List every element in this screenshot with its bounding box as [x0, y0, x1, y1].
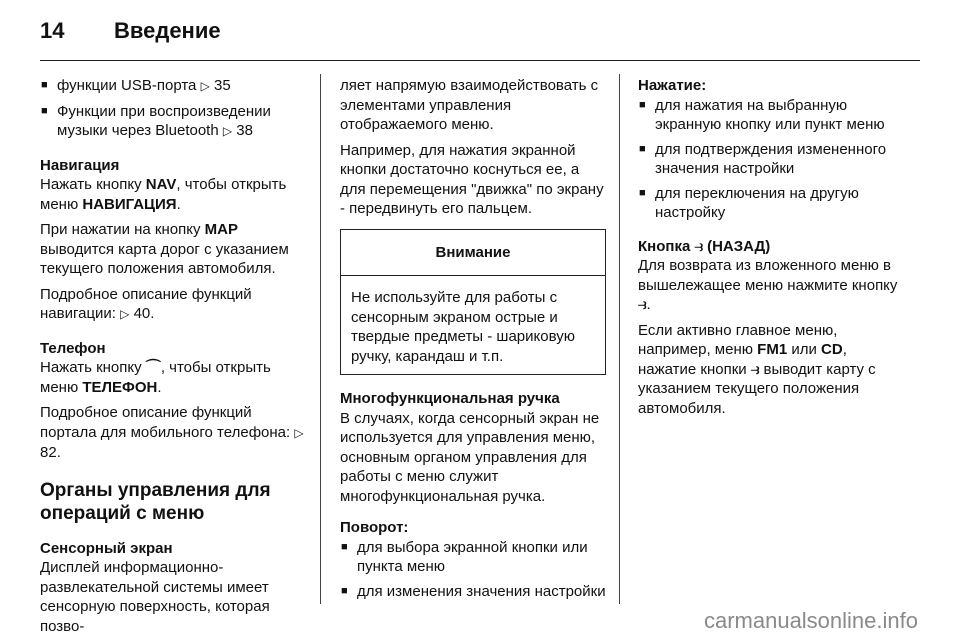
page-number: 14	[40, 18, 65, 43]
column-3	[638, 76, 906, 424]
paragraph: При нажатии на кнопку MAP выводится карта дорог с указанием текущего положения автомобиля.	[40, 221, 289, 277]
touchscreen-heading: Сенсорный экран	[40, 539, 173, 557]
menu-name: ТЕЛЕФОН	[82, 378, 158, 396]
cd-label: CD	[821, 341, 843, 358]
column-divider-1	[320, 74, 321, 604]
list-item: ■ для переключения на другую настройку	[638, 184, 906, 223]
back-icon: ⥽	[638, 296, 647, 313]
warning-box	[340, 229, 606, 376]
back-icon: ⥽	[694, 237, 703, 255]
fm1-label: FM1	[757, 341, 788, 358]
nav-key-label: NAV	[145, 176, 177, 193]
paragraph: Для возврата из вложенного меню в вышележащее меню нажмите кнопку ⥽.	[638, 257, 898, 313]
list-item: ■ для нажатия на выбранную экранную кнопку или пункт меню	[638, 96, 906, 135]
column-1	[40, 76, 308, 642]
list-item: ■ для выбора экранной кнопки или пункта меню	[340, 538, 606, 577]
press-list	[638, 96, 906, 223]
press-label: Нажатие:	[638, 77, 707, 94]
column-divider-2	[619, 74, 620, 604]
paragraph: Дисплей информационно-развлекательной системы имеет сенсорную поверхность, которая позво-	[40, 559, 270, 635]
phone-icon: ⌒	[145, 359, 161, 376]
column-2	[340, 76, 606, 607]
paragraph: Подробное описание функций портала для мобильного телефона: ▷ 82.	[40, 404, 304, 461]
back-button-heading: Кнопка ⥽ (НАЗАД)	[638, 237, 771, 255]
page-header	[40, 18, 221, 44]
reference-arrow-icon: ▷	[120, 307, 130, 321]
feature-list	[40, 76, 308, 142]
paragraph: Подробное описание функций навигации: ▷ 40.	[40, 285, 252, 322]
phone-heading: Телефон	[40, 339, 106, 357]
header-rule	[40, 60, 920, 61]
list-item: ■ функции USB-порта ▷ 35	[40, 76, 308, 97]
navigation-heading: Навигация	[40, 156, 120, 174]
paragraph: Нажать кнопку ⌒, чтобы открыть меню ТЕЛЕФОН.	[40, 359, 271, 396]
paragraph: ляет напрямую взаимодействовать с элементами управления отображаемого меню.	[340, 77, 599, 133]
paragraph: Нажать кнопку NAV, чтобы открыть меню НАВИГАЦИЯ.	[40, 176, 287, 213]
page-title: Введение	[114, 18, 221, 43]
back-icon: ⥽	[750, 360, 760, 378]
page-ref[interactable]: 35	[213, 77, 231, 94]
paragraph: Например, для нажатия экранной кнопки достаточно коснуться ее, а для перемещения "движка" по экрану - передвинуть его пальцем.	[340, 141, 604, 217]
turn-list	[340, 538, 606, 602]
watermark: carmanualsonline.info	[703, 608, 918, 633]
paragraph: В случаях, когда сенсорный экран не используется для управления меню, основным органом управления для работы с меню служит многофункциональная ручка.	[340, 409, 600, 505]
reference-arrow-icon: ▷	[222, 124, 233, 138]
page-ref[interactable]: 38	[236, 122, 253, 139]
warning-title: Внимание	[341, 230, 605, 277]
reference-arrow-icon: ▷	[294, 425, 304, 440]
turn-label: Поворот:	[340, 519, 409, 536]
knob-heading: Многофункциональная ручка	[340, 390, 560, 407]
menu-name: НАВИГАЦИЯ	[82, 195, 177, 213]
section-title: Органы управления для операций с меню	[40, 479, 271, 524]
list-item: ■ Функции при воспроизведении музыки через Bluetooth ▷ 38	[40, 102, 308, 142]
page-ref[interactable]: 82	[40, 444, 57, 461]
list-item: ■ для подтверждения измененного значения настройки	[638, 140, 906, 179]
warning-text: Не используйте для работы с сенсорным экраном острые и твердые предметы - шариковую ручку, карандаш и т.п.	[351, 289, 575, 365]
reference-arrow-icon: ▷	[200, 79, 210, 93]
list-item: ■ для изменения значения настройки	[340, 582, 606, 602]
map-key-label: MAP	[204, 221, 238, 238]
paragraph: Если активно главное меню, например, меню FM1 или CD, нажатие кнопки ⥽ выводит карту с указанием текущего положения автомобиля.	[638, 321, 876, 417]
page-ref[interactable]: 40	[133, 305, 151, 322]
